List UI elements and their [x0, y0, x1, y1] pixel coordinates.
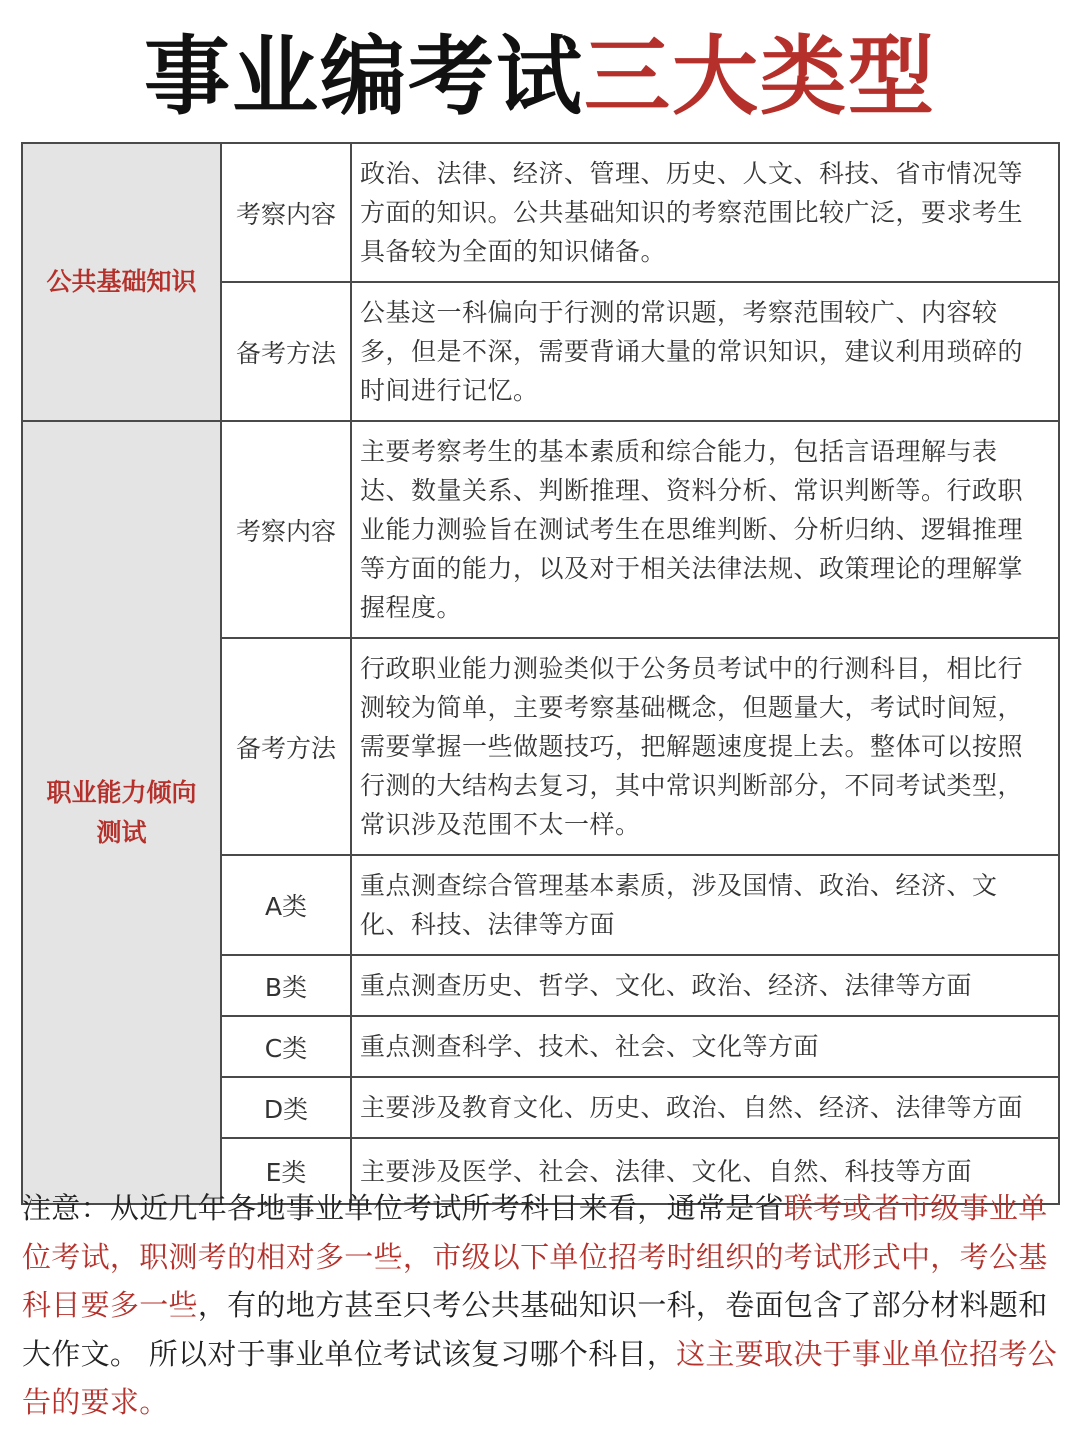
- table-row: [22, 143, 1059, 282]
- exam-types-table: [21, 142, 1060, 1205]
- row-label: E类: [221, 1138, 351, 1204]
- row-label: D类: [221, 1077, 351, 1138]
- row-label: 考察内容: [221, 421, 351, 638]
- row-text: 主要涉及医学、社会、法律、文化、自然、科技等方面: [351, 1138, 1059, 1204]
- row-label: A类: [221, 855, 351, 955]
- row-text: 公基这一科偏向于行测的常识题，考察范围较广、内容较多，但是不深，需要背诵大量的常识知识，建议利用琐碎的时间进行记忆。: [351, 282, 1059, 421]
- row-label: C类: [221, 1016, 351, 1077]
- note-highlight: 这主要取决于事业单位招考公告的要求。: [22, 1336, 1058, 1419]
- row-label: B类: [221, 955, 351, 1016]
- row-label: 备考方法: [221, 638, 351, 855]
- note-text: ，有的地方甚至只考公共基础知识一科，卷面包含了部分材料题和大作文。 所以对于事业单位考试该复习哪个科目，: [22, 1288, 1048, 1371]
- title-part-red: 三大类型: [584, 27, 936, 127]
- row-text: 重点测查综合管理基本素质，涉及国情、政治、经济、文化、科技、法律等方面: [351, 855, 1059, 955]
- note-text: 注意：从近几年各地事业单位考试所考科目来看，通常是省: [22, 1191, 784, 1225]
- row-text: 重点测查历史、哲学、文化、政治、经济、法律等方面: [351, 955, 1059, 1016]
- row-text: 主要涉及教育文化、历史、政治、自然、经济、法律等方面: [351, 1077, 1059, 1138]
- category-public-knowledge: 公共基础知识: [22, 143, 221, 421]
- row-text: 行政职业能力测验类似于公务员考试中的行测科目，相比行测较为简单，主要考察基础概念，但题量大，考试时间短，需要掌握一些做题技巧，把解题速度提上去。整体可以按照行测的大结构去复习，其中常识判断部分，不同考试类型，常识涉及范围不太一样。: [351, 638, 1059, 855]
- row-text: 主要考察考生的基本素质和综合能力，包括言语理解与表达、数量关系、判断推理、资料分析、常识判断等。行政职业能力测验旨在测试考生在思维判断、分析归纳、逻辑推理等方面的能力，以及对于相关法律法规、政策理论的理解掌握程度。: [351, 421, 1059, 638]
- category-aptitude-test: 职业能力倾向测试: [22, 421, 221, 1204]
- note-highlight: 联考或者市级事业单位考试，职测考的相对多一些，市级以下单位招考时组织的考试形式中，考公基科目要多一些: [22, 1191, 1048, 1322]
- row-label: 备考方法: [221, 282, 351, 421]
- table-row: [22, 421, 1059, 638]
- row-text: 政治、法律、经济、管理、历史、人文、科技、省市情况等方面的知识。公共基础知识的考察范围比较广泛，要求考生具备较为全面的知识储备。: [351, 143, 1059, 282]
- title-part-black: 事业编考试: [144, 27, 584, 127]
- page-title: [0, 22, 1080, 132]
- row-text: 重点测查科学、技术、社会、文化等方面: [351, 1016, 1059, 1077]
- note-paragraph: [22, 1184, 1062, 1427]
- row-label: 考察内容: [221, 143, 351, 282]
